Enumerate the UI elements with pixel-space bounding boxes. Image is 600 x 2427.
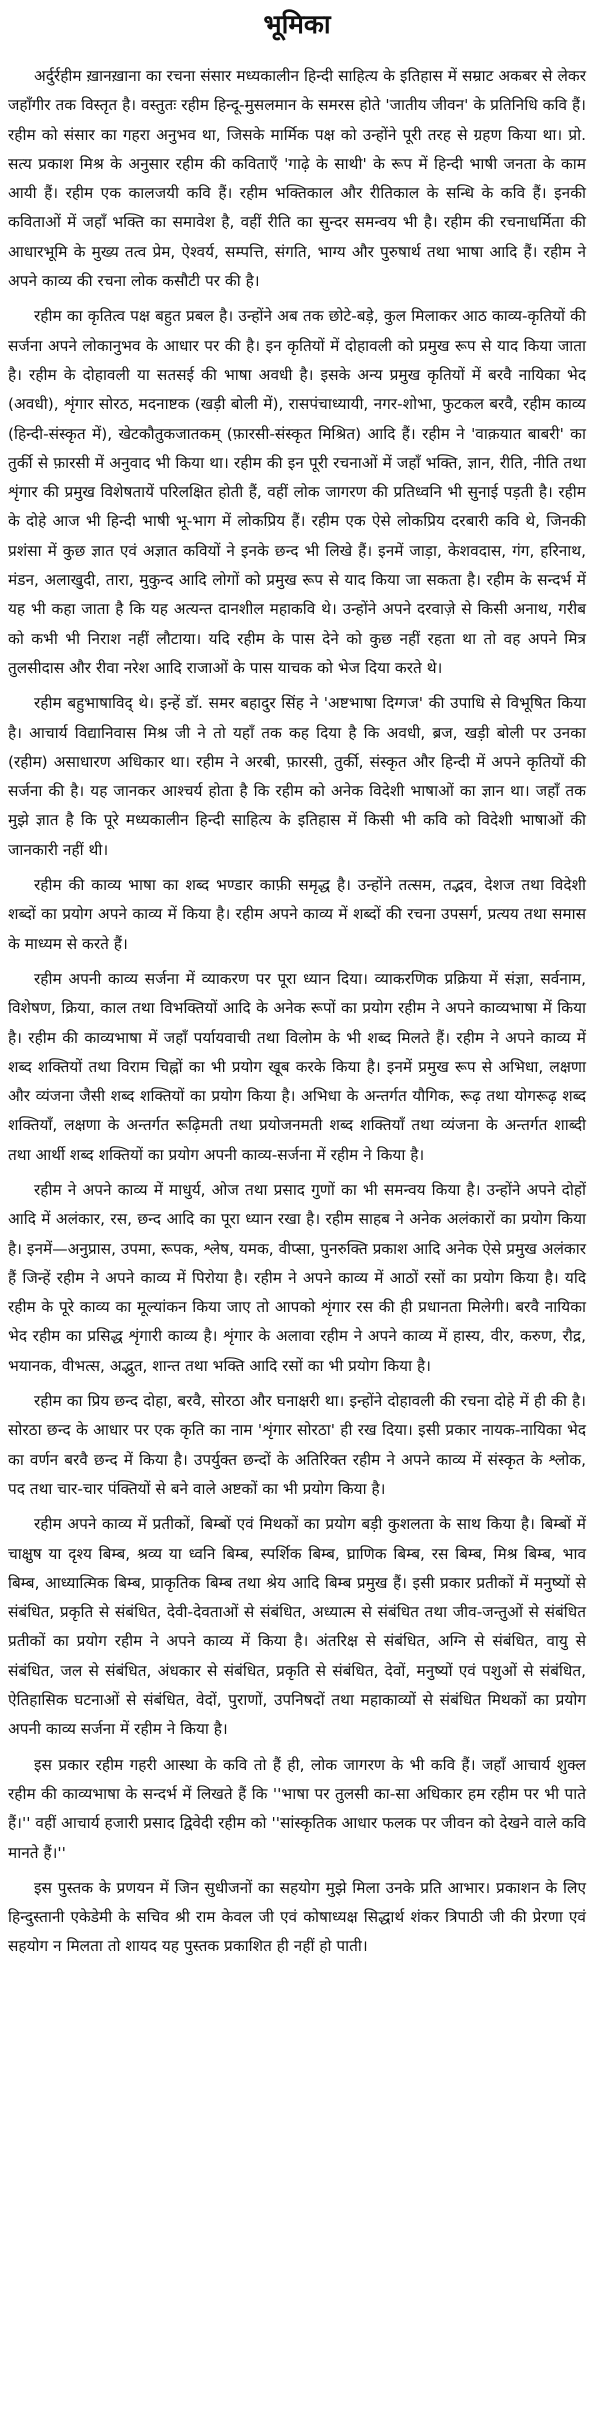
paragraph-8: रहीम अपने काव्य में प्रतीकों, बिम्बों एवं मिथकों का प्रयोग बड़ी कुशलता के साथ किया है। बिम्बों में चाक्षुष या दृश्य बिम्ब, श्रव्य या ध्वनि बिम्ब, स्पर्शिक बिम्ब, घ्राणिक बिम्ब, रस बिम्ब, मिश्र बिम्ब, भाव बिम्ब, आध्यात्मिक बिम्ब, प्राकृतिक बिम्ब तथा श्रेय आदि बिम्ब प्रमुख हैं। इसी प्रकार प्रतीकों में मनुष्यों से संबंधित, प्रकृति से संबंधित, देवी-देवताओं से संबंधित, अध्यात्म से संबंधित तथा जीव-जन्तुओं से संबंधित प्रतीकों का प्रयोग रहीम ने अपने काव्य में किया है। अंतरिक्ष से संबंधित, अग्नि से संबंधित, वायु से संबंधित, जल से संबंधित, अंधकार से संबंधित, प्रकृति से संबंधित, देवों, मनुष्यों एवं पशुओं से संबंधित, ऐतिहासिक घटनाओं से संबंधित, वेदों, पुराणों, उपनिषदों तथा महाकाव्यों से संबंधित मिथकों का प्रयोग अपनी काव्य सर्जना में रहीम ने किया है। [8,1515,586,1739]
paragraph-3: रहीम बहुभाषाविद् थे। इन्हें डॉ. समर बहादुर सिंह ने 'अष्टभाषा दिग्गज' की उपाधि से विभूषित किया है। आचार्य विद्यानिवास मिश्र जी ने तो यहाँ तक कह दिया है कि अवधी, ब्रज, खड़ी बोली पर उनका (रहीम) असाधारण अधिकार था। रहीम ने अरबी, फ़ारसी, तुर्की, संस्कृत और हिन्दी में अपने कृतियों की सर्जना की है। यह जानकर आश्चर्य होता है कि रहीम को अनेक विदेशी भाषाओं का ज्ञान था। जहाँ तक मुझे ज्ञात है कि पूरे मध्यकालीन हिन्दी साहित्य के इतिहास में किसी भी कवि को विदेशी भाषाओं की जानकारी नहीं थी। [8,694,586,859]
paragraph-9: इस प्रकार रहीम गहरी आस्था के कवि तो हैं ही, लोक जागरण के भी कवि हैं। जहाँ आचार्य शुक्ल रहीम की काव्यभाषा के सन्दर्भ में लिखते हैं कि ''भाषा पर तुलसी का-सा अधिकार हम रहीम पर भी पाते हैं।'' वहीं आचार्य हजारी प्रसाद द्विवेदी रहीम को ''सांस्कृतिक आधार फलक पर जीवन को देखने वाले कवि मानते हैं।'' [8,1755,586,1862]
paragraph-6: रहीम ने अपने काव्य में माधुर्य, ओज तथा प्रसाद गुणों का भी समन्वय किया है। उन्होंने अपने दोहों आदि में अलंकार, रस, छन्द आदि का पूरा ध्यान रखा है। रहीम साहब ने अनेक अलंकारों का प्रयोग किया है। इनमें—अनुप्रास, उपमा, रूपक, श्लेष, यमक, वीप्सा, पुनरुक्ति प्रकाश आदि अनेक ऐसे प्रमुख अलंकार हैं जिन्हें रहीम ने अपने काव्य में पिरोया है। रहीम ने अपने काव्य में आठों रसों का प्रयोग किया है। यदि रहीम के पूरे काव्य का मूल्यांकन किया जाए तो आपको शृंगार रस की ही प्रधानता मिलेगी। बरवै नायिका भेद रहीम का प्रसिद्ध शृंगारी काव्य है। शृंगार के अलावा रहीम ने अपने काव्य में हास्य, वीर, करुण, रौद्र, भयानक, वीभत्स, अद्भुत, शान्त तथा भक्ति आदि रसों का भी प्रयोग किया है। [8,1180,586,1375]
paragraph-5: रहीम अपनी काव्य सर्जना में व्याकरण पर पूरा ध्यान दिया। व्याकरणिक प्रक्रिया में संज्ञा, सर्वनाम, विशेषण, क्रिया, काल तथा विभक्तियों आदि के अनेक रूपों का प्रयोग रहीम ने अपने काव्यभाषा में किया है। रहीम की काव्यभाषा में जहाँ पर्यायवाची तथा विलोम के भी शब्द मिलते हैं। रहीम ने अपने काव्य में शब्द शक्तियों तथा विराम चिह्नों का भी प्रयोग खूब करके किया है। इनमें प्रमुख रूप से अभिधा, लक्षणा और व्यंजना जैसी शब्द शक्तियों का प्रयोग किया है। अभिधा के अन्तर्गत यौगिक, रूढ़ तथा योगरूढ़ शब्द शक्तियाँ, लक्षणा के अन्तर्गत रूढ़िमती तथा प्रयोजनमती शब्द शक्तियाँ तथा व्यंजना के अन्तर्गत शाब्दी तथा आर्थी शब्द शक्तियों का प्रयोग अपनी काव्य-सर्जना में रहीम ने किया है। [8,969,586,1164]
paragraph-1: अर्दुर्रहीम ख़ानख़ाना का रचना संसार मध्यकालीन हिन्दी साहित्य के इतिहास में सम्राट अकबर से लेकर जहाँगीर तक विस्तृत है। वस्तुतः रहीम हिन्दू-मुसलमान के समरस होते 'जातीय जीवन' के प्रतिनिधि कवि हैं। रहीम को संसार का गहरा अनुभव था, जिसके मार्मिक पक्ष को उन्होंने पूरी तरह से ग्रहण किया था। प्रो. सत्य प्रकाश मिश्र के अनुसार रहीम की कविताएँ 'गाढ़े के साथी' के रूप में हिन्दी भाषी जनता के काम आयी हैं। रहीम एक कालजयी कवि हैं। रहीम भक्तिकाल और रीतिकाल के सन्धि के कवि हैं। इनकी कविताओं में जहाँ भक्ति का समावेश है, वहीं रीति का सुन्दर समन्वय भी है। रहीम की रचनाधर्मिता की आधारभूमि के मुख्य तत्व प्रेम, ऐश्वर्य, सम्पत्ति, संगति, भाग्य और पुरुषार्थ तथा भाषा आदि हैं। रहीम ने अपने काव्य की रचना लोक कसौटी पर की है। [8,67,586,291]
paragraph-10: इस पुस्तक के प्रणयन में जिन सुधीजनों का सहयोग मुझे मिला उनके प्रति आभार। प्रकाशन के लिए हिन्दुस्तानी एकेडेमी के सचिव श्री राम केवल जी एवं कोषाध्यक्ष सिद्धार्थ शंकर त्रिपाठी जी की प्रेरणा एवं सहयोग न मिलता तो शायद यह पुस्तक प्रकाशित ही नहीं हो पाती। [8,1878,586,1956]
page-title: भूमिका [263,10,331,40]
paragraph-2: रहीम का कृतित्व पक्ष बहुत प्रबल है। उन्होंने अब तक छोटे-बड़े, कुल मिलाकर आठ काव्य-कृतियों की सर्जना अपने लोकानुभव के आधार पर की है। इन कृतियों में दोहावली को प्रमुख रूप से याद किया जाता है। रहीम के दोहावली या सतसई की भाषा अवधी है। इसके अन्य प्रमुख कृतियों में बरवै नायिका भेद (अवधी), शृंगार सोरठ, मदनाष्टक (खड़ी बोली में), रासपंचाध्यायी, नगर-शोभा, फुटकल बरवै, रहीम काव्य (हिन्दी-संस्कृत में), खेटकौतुकजातकम् (फ़ारसी-संस्कृत मिश्रित) आदि हैं। रहीम ने 'वाक़यात बाबरी' का तुर्की से फ़ारसी में अनुवाद भी किया था। रहीम की इन पूरी रचनाओं में जहाँ भक्ति, ज्ञान, रीति, नीति तथा शृंगार की प्रमुख विशेषतायें परिलक्षित होती हैं, वहीं लोक जागरण की प्रतिध्वनि भी सुनाई पड़ती है। रहीम के दोहे आज भी हिन्दी भाषी भू-भाग में लोकप्रिय हैं। रहीम एक ऐसे लोकप्रिय दरबारी कवि थे, जिनकी प्रशंसा में कुछ ज्ञात एवं अज्ञात कवियों ने इनके छन्द भी लिखे हैं। इनमें जाड़ा, केशवदास, गंग, हरिनाथ, मंडन, अलाखुदी, तारा, मुकुन्द आदि लोगों को प्रमुख रूप से याद किया जा सकता है। रहीम के सन्दर्भ में यह भी कहा जाता है कि यह अत्यन्त दानशील महाकवि थे। उन्होंने अपने दरवाज़े से किसी अनाथ, गरीब को कभी भी निराश नहीं लौटाया। यदि रहीम के पास देने को कुछ नहीं रहता था तो वह अपने मित्र तुलसीदास और रीवा नरेश आदि राजाओं के पास याचक को भेज दिया करते थे। [8,307,586,677]
paragraph-4: रहीम की काव्य भाषा का शब्द भण्डार काफ़ी समृद्ध है। उन्होंने तत्सम, तद्भव, देशज तथा विदेशी शब्दों का प्रयोग अपने काव्य में किया है। रहीम अपने काव्य में शब्दों की रचना उपसर्ग, प्रत्यय तथा समास के माध्यम से करते हैं। [8,876,586,953]
paragraph-7: रहीम का प्रिय छन्द दोहा, बरवै, सोरठा और घनाक्षरी था। इन्होंने दोहावली की रचना दोहे में ही की है। सोरठा छन्द के आधार पर एक कृति का नाम 'शृंगार सोरठा' ही रख दिया। इसी प्रकार नायक-नायिका भेद का वर्णन बरवै छन्द में किया है। उपर्युक्त छन्दों के अतिरिक्त रहीम ने अपने काव्य में संस्कृत के श्लोक, पद तथा चार-चार पंक्तियों से बने वाले अष्टकों का भी प्रयोग किया है। [8,1392,586,1498]
